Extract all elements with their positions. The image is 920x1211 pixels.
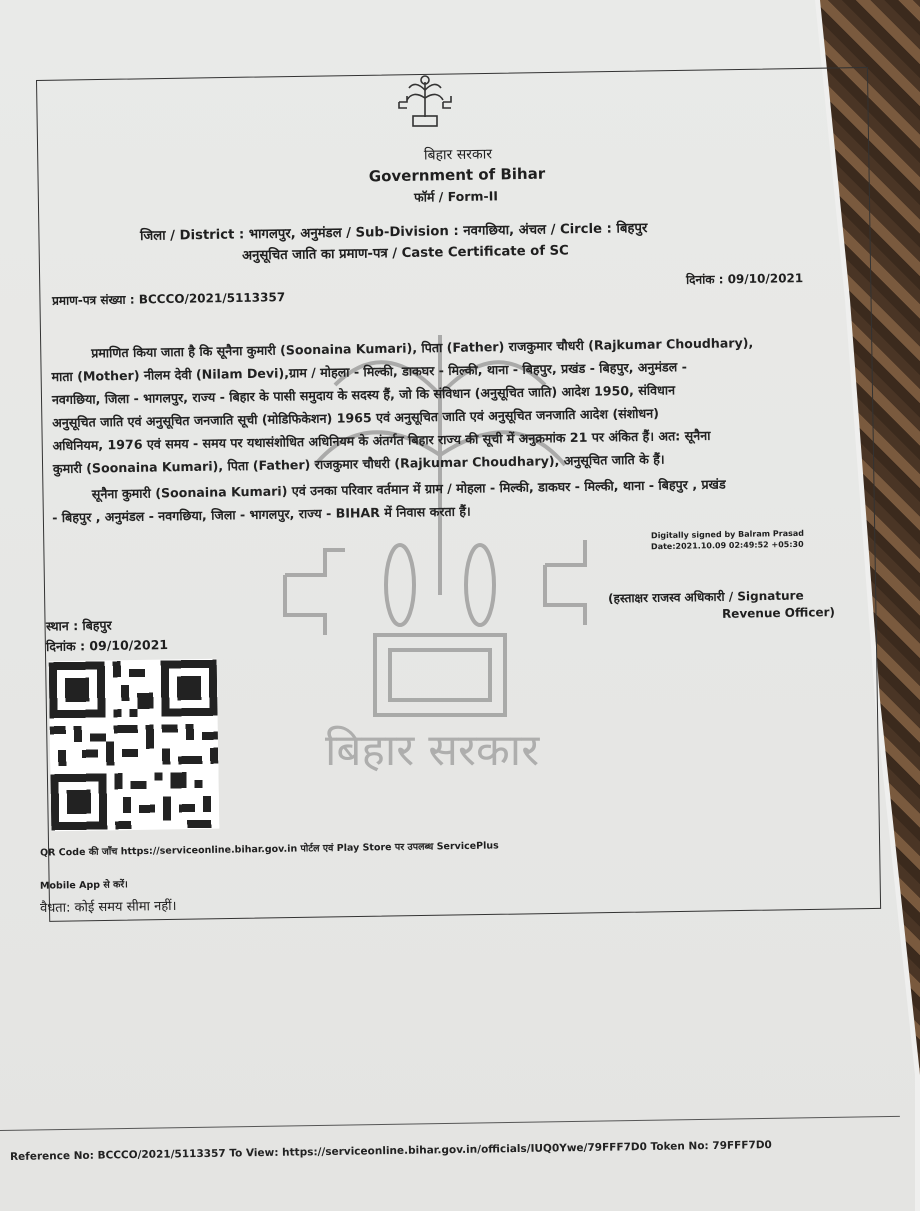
qr-verification-note: QR Code की जाँच https://serviceonline.bihar.gov.in पोर्टल एवं Play Store पर उपलब्ध ServicePlus (39, 840, 499, 859)
digital-signature-date: Date:2021.10.09 02:49:52 +05:30 (650, 539, 804, 552)
para1-line: नवगछिया, जिला - भागलपुर, राज्य - बिहार के पासी समुदाय के सदस्य हैं, जो कि संविधान (अनुसूचित जाति) आदेश 1950, संविधान (51, 382, 676, 408)
bihar-emblem-icon (395, 72, 455, 130)
para2-line: - बिहपुर , अनुमंडल - नवगछिया, जिला - भागलपुर, राज्य - BIHAR में निवास करता हैं। (52, 503, 471, 526)
validity-note: वैधता: कोई समय सीमा नहीं। (39, 898, 177, 917)
reference-line: Reference No: BCCCO/2021/5113357 To View: https://serviceonline.bihar.gov.in/officials/IUQ0Ywe/79FFF7D0 Token No: 79FFF7D0 (9, 1139, 772, 1163)
para2-line: सूनैना कुमारी (Soonaina Kumari) एवं उनका परिवार वर्तमान में ग्राम / मोहला - मिल्की, डाकघर - मिल्की, थाना - बिहपुर , प्रखंड (91, 476, 726, 502)
location-line: जिला / District : भागलपुर, अनुमंडल / Sub-Division : नवगछिया, अंचल / Circle : बिहपुर (139, 221, 648, 244)
certificate-title: अनुसूचित जाति का प्रमाण-पत्र / Caste Certificate of SC (241, 243, 569, 264)
hindi-title: बिहार सरकार (423, 146, 493, 164)
para1-line: कुमारी (Soonaina Kumari), पिता (Father) राजकुमार चौधरी (Rajkumar Choudhary), अनुसूचित जाति के हैं। (52, 451, 665, 477)
place-label: स्थान : बिहपुर (45, 617, 112, 634)
digital-signature-name: Digitally signed by Balram Prasad (650, 528, 805, 541)
place-date: दिनांक : 09/10/2021 (45, 637, 169, 654)
issue-date: दिनांक : 09/10/2021 (685, 271, 804, 287)
watermark-text: बिहार सरकार (325, 725, 540, 776)
signature-label-line2: Revenue Officer) (721, 605, 836, 621)
para1-line: अनुसूचित जाति एवं अनुसूचित जनजाति सूची (मोडिफिकेशन) 1965 एवं अनुसूचित जाति एवं अनुसूचित जनजाति आदेश (संशोधन) (52, 405, 660, 431)
form-number: फॉर्म / Form-II (413, 188, 499, 205)
para1-line: माता (Mother) नीलम देवी (Nilam Devi),ग्राम / मोहला - मिल्की, डाकघर - मिल्की, थाना - बिहपुर, प्रखंड - बिहपुर, अनुमंडल - (51, 359, 687, 385)
qr-code-icon (49, 659, 220, 832)
para1-line: अधिनियम, 1976 एवं समय - समय पर यथासंशोधित अधिनियम के अंतर्गत बिहार राज्य की सूची में अनुक्रमांक 21 पर अंकित हैं। अत: सूनैना (52, 427, 711, 454)
qr-verification-note-2: Mobile App से करें। (39, 879, 128, 892)
certificate-number: प्रमाण-पत्र संख्या : BCCCO/2021/5113357 (51, 290, 286, 308)
para1-line: प्रमाणित किया जाता है कि सूनैना कुमारी (Soonaina Kumari), पिता (Father) राजकुमार चौधरी (Rajkumar Choudhary), (91, 335, 754, 361)
certificate-body-para1 (51, 330, 833, 480)
english-title: Government of Bihar (368, 164, 546, 186)
signature-label-line1: (हस्ताक्षर राजस्व अधिकारी / Signature (607, 588, 804, 606)
